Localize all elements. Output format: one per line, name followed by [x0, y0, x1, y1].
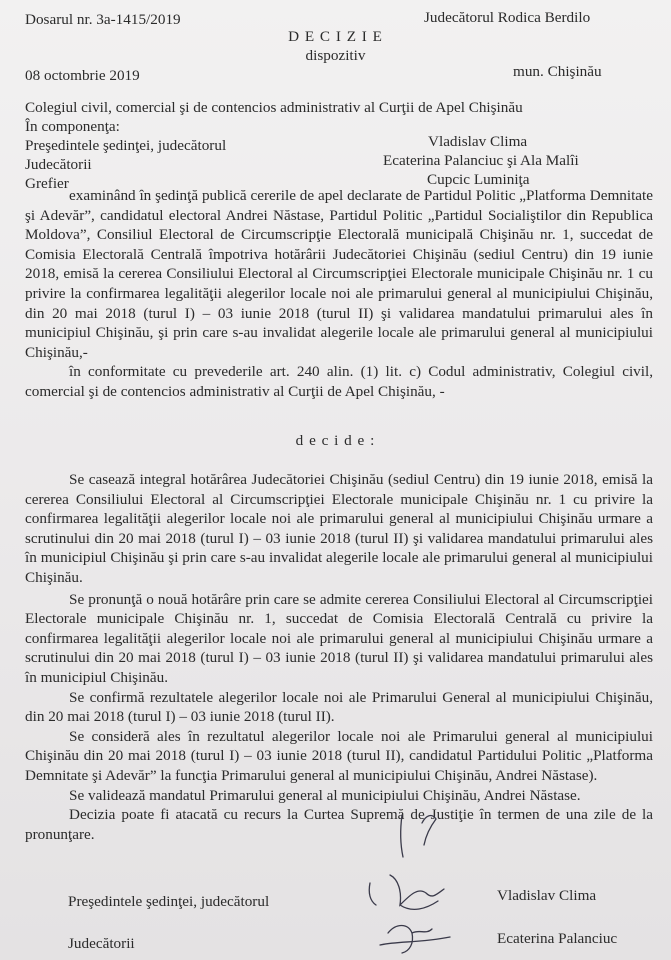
clerk-label: Grefier: [25, 175, 69, 192]
clerk-name: Cupcic Luminiţa: [427, 171, 530, 188]
signature-judges-label: Judecătorii: [68, 935, 135, 952]
signature-president-label: Preşedintele şedinţei, judecătorul: [68, 893, 270, 910]
court-name: Colegiul civil, comercial şi de contencios administrativ al Curţii de Apel Chişinău: [25, 99, 523, 116]
judges-label: Judecătorii: [25, 156, 92, 173]
operative-elected: Se consideră ales în rezultatul alegerilor locale noi ale Primarului general al municipiului Chişinău din 20 mai 2018 (turul I) – 03 iunie 2018 (turul II), candidatul Partidului Politic „Platforma Demnitate şi Adevăr” la funcţia Primarului general al municipiului Chişinău, Andrei Năstase).: [25, 727, 653, 784]
signature-judge-name: Ecaterina Palanciuc: [497, 930, 618, 947]
preamble-legal-basis: în conformitate cu prevederile art. 240 alin. (1) lit. c) Codul administrativ, Colegiul civil, comercial şi de contencios administrativ al Curţii de Apel Chişinău, -: [25, 363, 653, 400]
decision-place: mun. Chişinău: [513, 63, 602, 80]
operative-confirmation: Se confirmă rezultatele alegerilor locale noi ale Primarului General al municipiului Chişinău, din 20 mai 2018 (turul I) – 03 iunie 2018 (turul II).: [25, 688, 653, 726]
document-title: D E C I Z I E: [288, 28, 383, 45]
rapporteur-judge: Judecătorul Rodica Berdilo: [424, 9, 591, 26]
signature-president-name: Vladislav Clima: [497, 887, 597, 904]
judges-names: Ecaterina Palanciuc şi Ala Malîi: [383, 152, 579, 169]
composition-label: În componenţa:: [25, 118, 120, 135]
president-name: Vladislav Clima: [428, 133, 528, 150]
operative-appeal: Decizia poate fi atacată cu recurs la Curtea Supremă de Justiţie în termen de una zile de la pronunţare.: [25, 806, 653, 843]
president-label: Preşedintele şedinţei, judecătorul: [25, 137, 227, 154]
case-number: Dosarul nr. 3a-1415/2019: [25, 11, 181, 28]
operative-part: [25, 470, 653, 844]
document-subtitle: dispozitiv: [305, 47, 366, 64]
operative-new-decision: Se pronunţă o nouă hotărâre prin care se admite cererea Consiliului Electoral al Circumscripţiei Electorale municipale Chişinău nr. 1, succedat de Comisia Electorală Centrală cu privire la confirmarea legalităţii alegerilor locale noi ale primarului general al municipiului Chişinău urmare a scrutinului din 20 mai 2018 (turul I) – 03 iunie 2018 (turul II) şi validarea mandatului primarului ales în municipiul Chişinău.: [25, 590, 653, 686]
preamble: [25, 186, 653, 402]
handwritten-signatures: [340, 805, 480, 960]
decision-date: 08 octombrie 2019: [25, 67, 140, 84]
operative-cassation: Se casează integral hotărârea Judecătoriei Chişinău (sediul Centru) din 19 iunie 2018, emisă la cererea Consiliului Electoral al Circumscripţiei Electorale municipale Chişinău nr. 1 cu privire la confirmarea legalităţii alegerilor locale noi ale primarului general al municipiului Chişinău urmare a scrutinului din 20 mai 2018 (turul I) – 03 iunie 2018 (turul II) şi validarea mandatului primarului ales în municipiul Chişinău şi prin care s-au invalidat alegerile locale ale primarului general al municipiului Chişinău.: [25, 471, 653, 586]
decide-heading: d e c i d e :: [295, 432, 376, 449]
operative-validation: Se validează mandatul Primarului general al municipiului Chişinău, Andrei Năstase.: [69, 786, 581, 804]
preamble-examination: examinând în şedinţă publică cererile de apel declarate de Partidul Politic „Platforma Demnitate şi Adevăr”, candidatul electoral Andrei Năstase, Partidul Politic „Partidul Socialiştilor din Republica Moldova”, Consiliul Electoral de Circumscripţie Electorală municipală Chişinău nr. 1, succedat de Comisia Electorală Centrală împotriva hotărârii Judecătoriei Chişinău (sediul Centru) din 19 iunie 2018, emisă la cererea Consiliului Electoral al Circumscripţiei Electorale municipale Chişinău nr. 1 cu privire la confirmarea legalităţii alegerilor locale noi ale primarului general al municipiului Chişinău, din 20 mai 2018 (turul I) – 03 iunie 2018 (turul II) şi validarea mandatului primarului ales în municipiul Chişinău, şi prin care s-au invalidat alegerile locale ale primarului general al municipiului Chişinău,-: [25, 187, 653, 361]
